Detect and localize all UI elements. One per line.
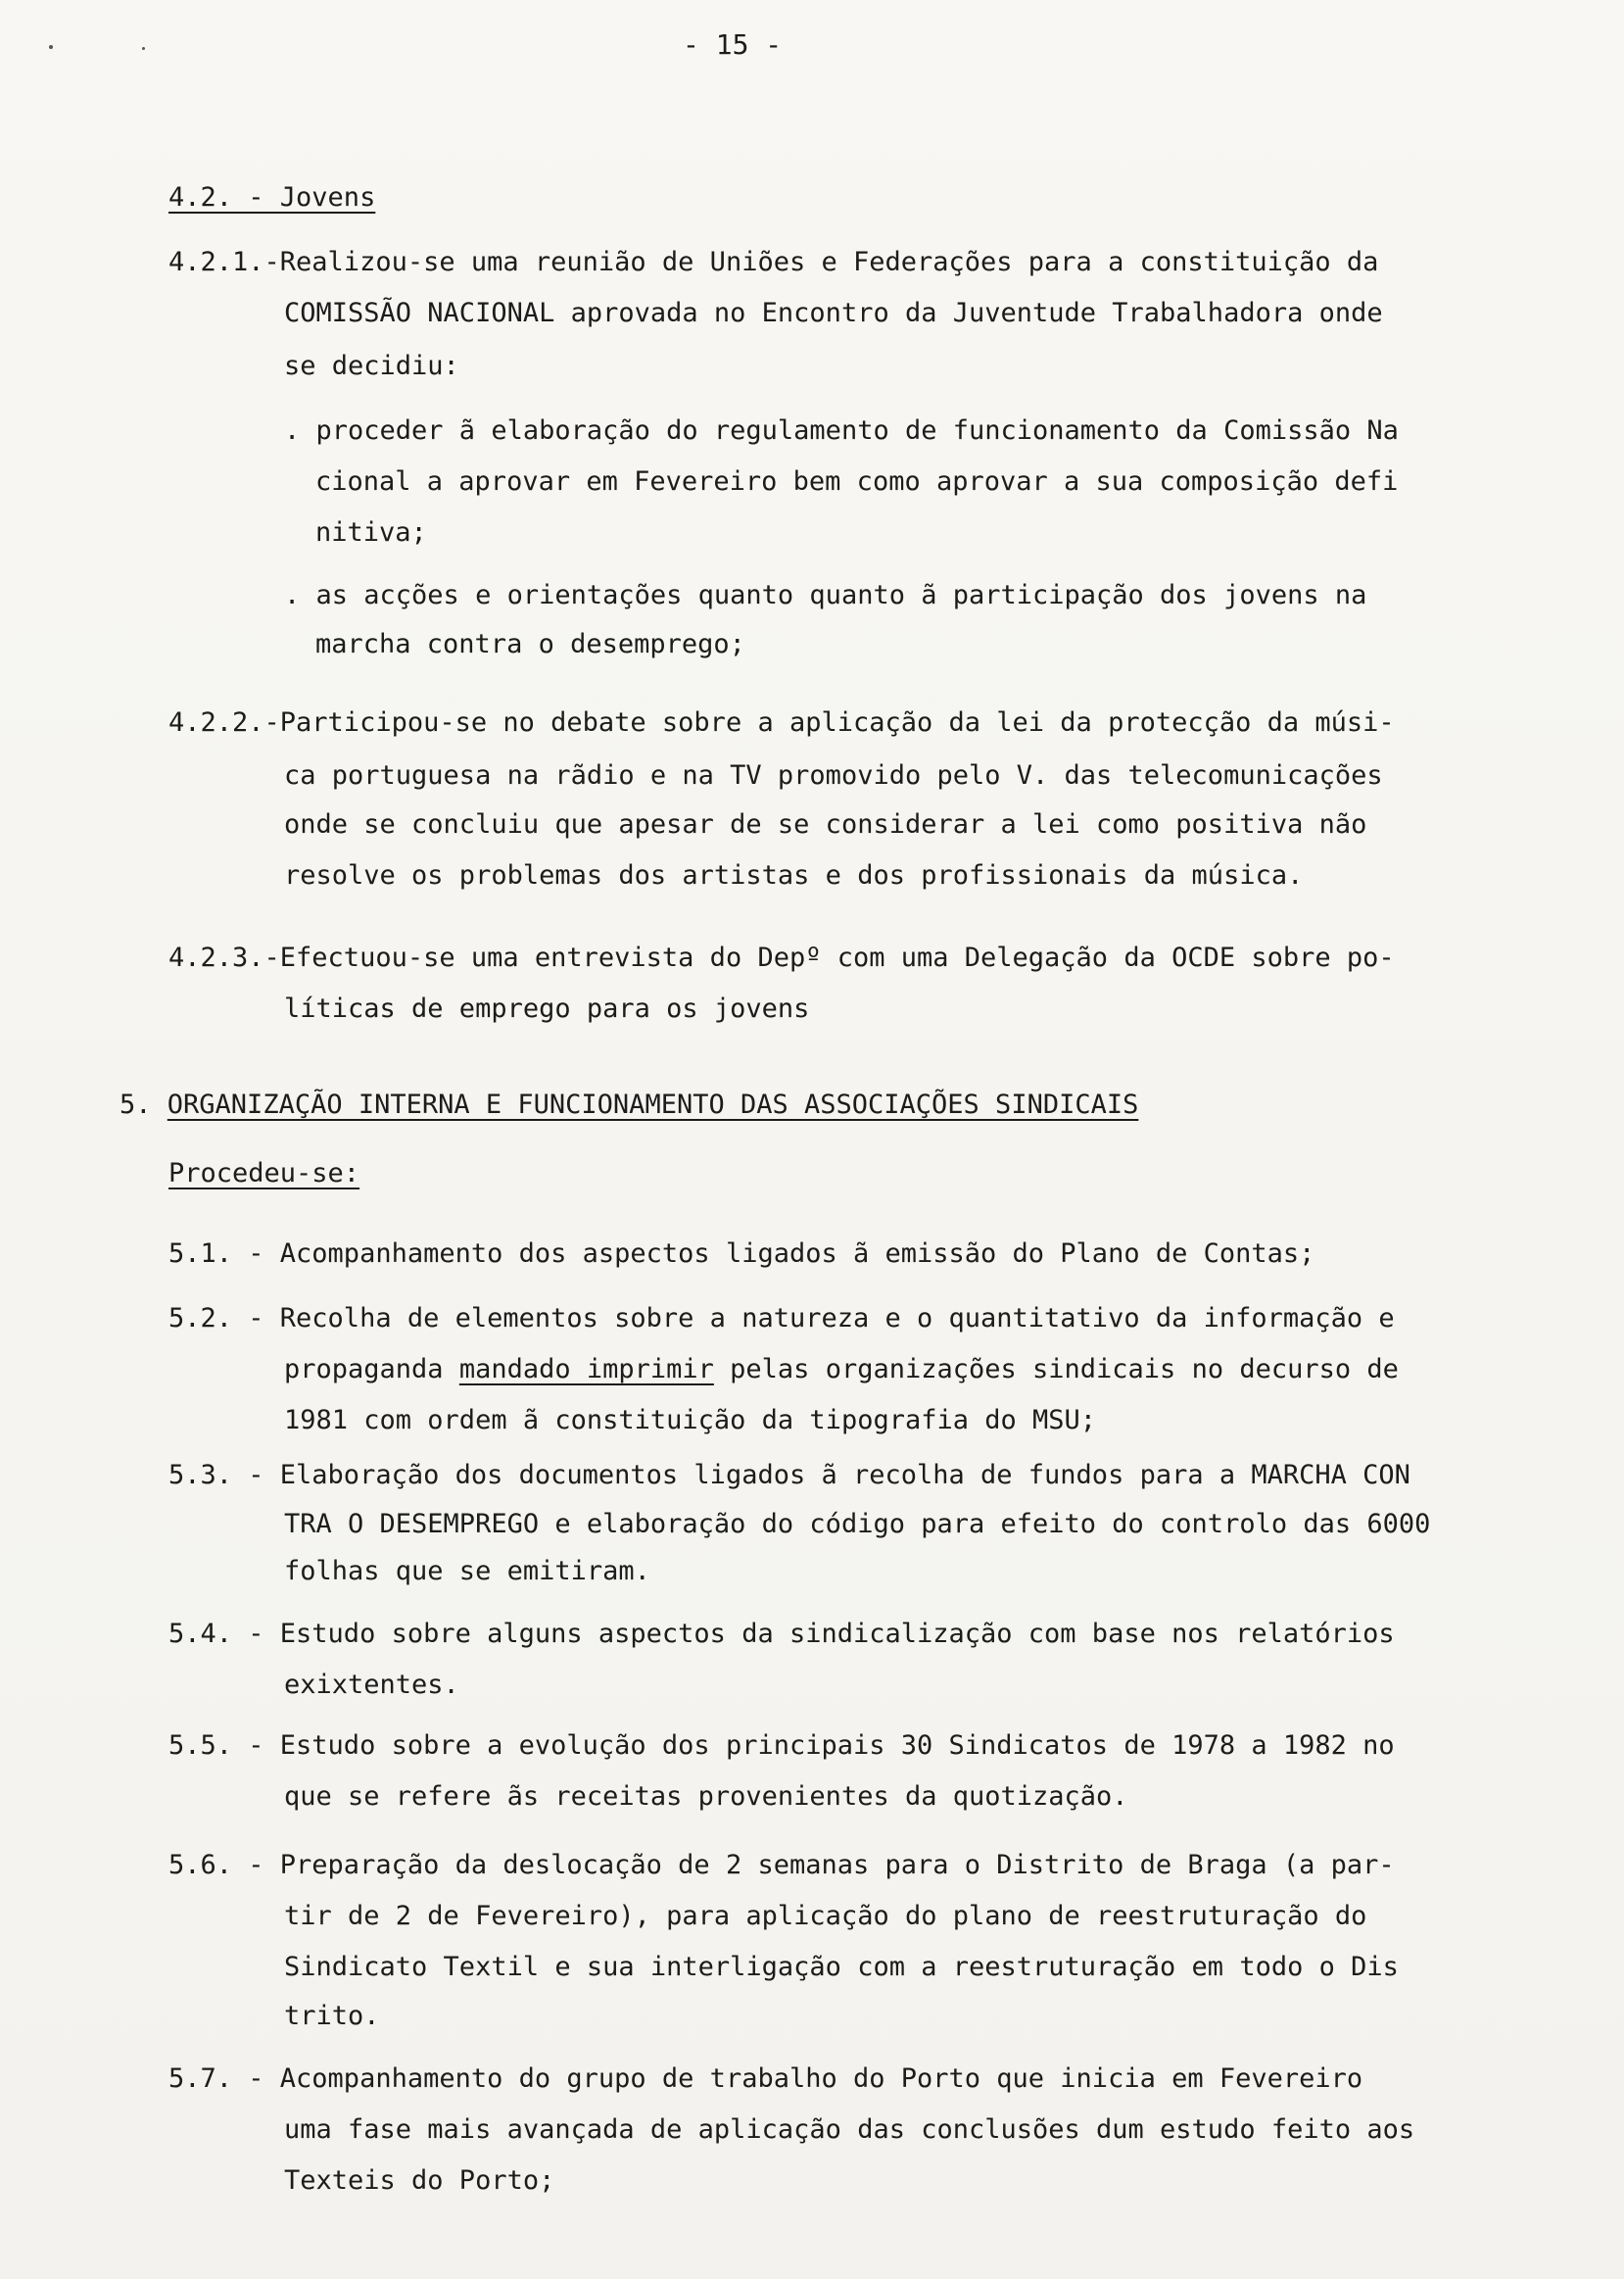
section-heading-5 [119,1088,1138,1123]
section-heading-text: ORGANIZAÇÃO INTERNA E FUNCIONAMENTO DAS ASSOCIAÇÕES SINDICAIS [167,1090,1139,1120]
bullet-item-line: marcha contra o desemprego; [315,629,745,659]
scan-speck [49,45,53,49]
section-heading-jovens: 4.2. - Jovens [168,182,376,213]
paragraph-4-2-2-line: resolve os problemas dos artistas e dos profissionais da música. [284,860,1304,891]
bleed-through-texture [255,157,1203,304]
item-5-2-line: propaganda mandado imprimir pelas organizações sindicais no decurso de [284,1354,1399,1384]
bullet-item-line: nitiva; [315,517,427,548]
scan-speck [142,47,145,50]
page-number: - 15 - [683,28,783,61]
item-5-6-line: trito. [284,2001,380,2031]
item-5-6-line: tir de 2 de Fevereiro), para aplicação do plano de reestruturação do [284,1901,1367,1931]
item-5-5-line: que se refere ãs receitas provenientes da quotização. [284,1781,1128,1812]
paragraph-4-2-1-line: se decidiu: [284,351,459,381]
item-5-4-line: exixtentes. [284,1670,459,1700]
section-heading-number: 5. [119,1090,167,1120]
item-5-2-line: 1981 com ordem ã constituição da tipografia do MSU; [284,1405,1097,1435]
paragraph-4-2-2-line: 4.2.2.-Participou-se no debate sobre a aplicação da lei da protecção da músi- [168,707,1395,738]
item-5-5-line: 5.5. - Estudo sobre a evolução dos principais 30 Sindicatos de 1978 a 1982 no [168,1730,1395,1761]
item-5-7-line: uma fase mais avançada de aplicação das conclusões dum estudo feito aos [284,2114,1415,2145]
item-5-2-line: 5.2. - Recolha de elementos sobre a natureza e o quantitativo da informação e [168,1303,1395,1333]
bullet-item-line: . as acções e orientações quanto quanto ã participação dos jovens na [284,580,1367,610]
item-5-3-line: TRA O DESEMPREGO e elaboração do código para efeito do controlo das 6000 [284,1509,1431,1539]
item-5-1: 5.1. - Acompanhamento dos aspectos ligados ã emissão do Plano de Contas; [168,1238,1315,1269]
item-5-3-line: folhas que se emitiram. [284,1556,650,1586]
paragraph-4-2-1-line: COMISSÃO NACIONAL aprovada no Encontro da Juventude Trabalhadora onde [284,298,1383,328]
item-5-4-line: 5.4. - Estudo sobre alguns aspectos da sindicalização com base nos relatórios [168,1619,1395,1649]
paragraph-4-2-2-line: ca portuguesa na rãdio e na TV promovido pelo V. das telecomunicações [284,760,1383,791]
item-5-6-line: Sindicato Textil e sua interligação com a reestruturação em todo o Dis [284,1952,1399,1982]
item-5-7-line: Texteis do Porto; [284,2165,555,2196]
paragraph-4-2-3-line: 4.2.3.-Efectuou-se uma entrevista do Depº com uma Delegação da OCDE sobre po- [168,943,1395,973]
bullet-item-line: cional a aprovar em Fevereiro bem como aprovar a sua composição defi [315,466,1399,497]
paragraph-4-2-2-line: onde se concluiu que apesar de se considerar a lei como positiva não [284,809,1367,840]
section-intro: Procedeu-se: [168,1158,360,1188]
item-5-7-line: 5.7. - Acompanhamento do grupo de trabalho do Porto que inicia em Fevereiro [168,2063,1363,2094]
item-5-6-line: 5.6. - Preparação da deslocação de 2 semanas para o Distrito de Braga (a par- [168,1850,1395,1880]
paragraph-4-2-3-line: líticas de emprego para os jovens [284,994,810,1024]
item-5-3-line: 5.3. - Elaboração dos documentos ligados ã recolha de fundos para a MARCHA CON [168,1460,1410,1490]
underlined-phrase: mandado imprimir [458,1354,714,1384]
bullet-item-line: . proceder ã elaboração do regulamento de funcionamento da Comissão Na [284,415,1399,446]
paragraph-4-2-1-line: 4.2.1.-Realizou-se uma reunião de Uniões e Federações para a constituição da [168,247,1379,277]
